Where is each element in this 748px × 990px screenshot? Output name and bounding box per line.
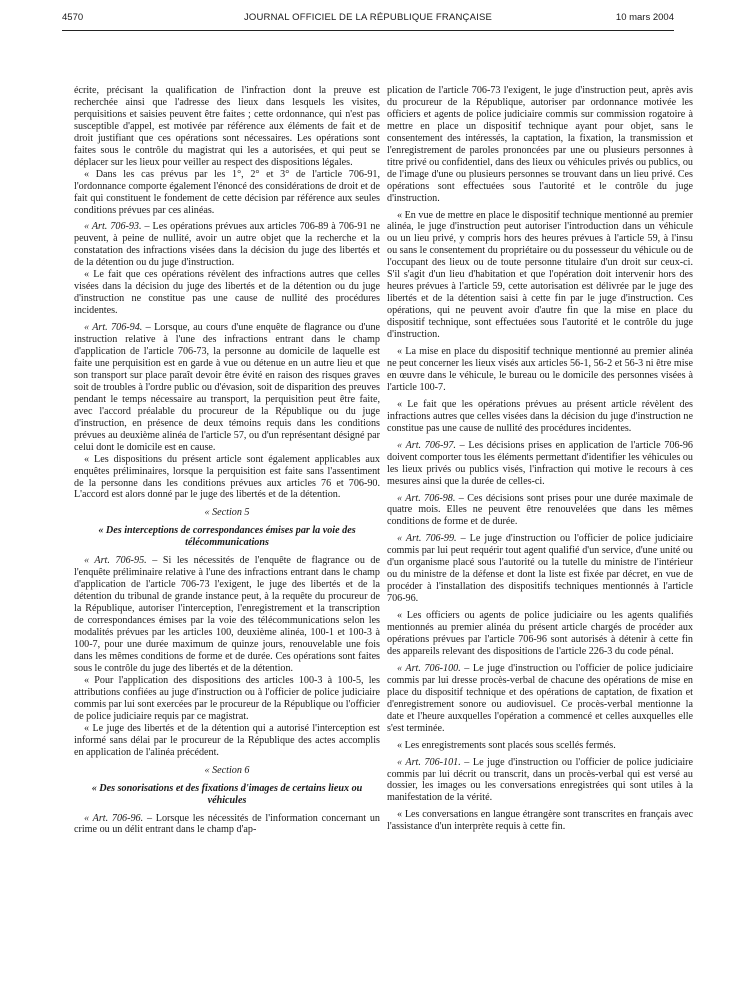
article-text: – Le juge d'instruction ou l'officier de police judiciaire commis par lui dresse procès-verbal de chacune des opérations de mise en place du dispositif technique et des opérations de captation, de fixation et d'enregistrement sonore ou audiovisuel. Ce procès-verbal mentionne la date et l'heure auxquelles l'opération a commencé et celles auxquelles elle s'est terminée. <box>387 662 694 734</box>
article-text: – Les opérations prévues aux articles 706-89 à 706-91 ne peuvent, à peine de nullité, avoir un autre objet que la recherche et la constatation des infractions visées dans la décision du juge des libertés et de la détention ou du juge d'instruction. <box>74 221 380 269</box>
article-number: « Art. 706-93. <box>84 221 142 233</box>
paragraph: « En vue de mettre en place le dispositif technique mentionné au premier alinéa, le juge d'instruction peut autoriser l'introduction dans un véhicule ou un lieu privé, y compris hors des heures prévues à l'article 59, à l'insu ou sans le consentement du propriétaire ou du possesseur du véhicule ou de l'occupant des lieux ou de toute personne titulaire d'un droit sur ceux-ci. S'il s'agit d'un lieu d'habitation et que l'opération doit intervenir hors des heures prévues à l'article 59, cette autorisation est délivrée par le juge des libertés et de la détention saisi à cette fin par le juge d'instruction. Ces opérations, qui ne peuvent avoir d'autre fin que la mise en place du dispositif technique, sont effectuées sous l'autorité et le contrôle du juge d'instruction. <box>387 209 693 341</box>
paragraph: « Les enregistrements sont placés sous scellés fermés. <box>397 739 616 751</box>
article-paragraph <box>74 221 380 269</box>
article-number: « Art. 706-95. <box>84 555 147 567</box>
paragraph: écrite, précisant la qualification de l'infraction dont la preuve est recherchée ainsi que l'adresse des lieux dans lesquels les visites, perquisitions et saisies peuvent être faites ; cette ordonnance, qui n'est pas susceptible d'appel, est motivée par référence aux éléments de fait et de droit justifiant que ces opérations sont nécessaires. Les opérations sont faites sous le contrôle du magistrat qui les a autorisées, et qui peut se déplacer sur les lieux pour veiller au respect des dispositions légales. <box>74 85 380 168</box>
header-rule <box>62 30 674 31</box>
paragraph: « Les dispositions du présent article sont également applicables aux enquêtes préliminaires, lorsque la perquisition est faite sans l'assentiment de la personne dans les conditions prévues aux articles 76 et 706-90. L'accord est alors donné par le juge des libertés et de la détention. <box>74 453 380 501</box>
article-paragraph <box>387 533 693 605</box>
paragraph: « Les officiers ou agents de police judiciaire ou les agents qualifiés mentionnés au premier alinéa du présent article chargés de procéder aux opérations prévues par l'article 706-96 sont autorisés à détenir à cette fin des appareils relevant des dispositions de l'article 226-3 du code pénal. <box>387 610 693 657</box>
page-number: 4570 <box>62 12 84 23</box>
article-paragraph <box>387 757 693 805</box>
article-paragraph <box>387 493 693 529</box>
article-text: – Lorsque, au cours d'une enquête de flagrance ou d'une instruction relative à l'une des infractions entrant dans le champ d'application de l'article 706-73, la personne au domicile de laquelle est faite une perquisition est en garde à vue ou détenue en un autre lieu et que son transport sur place paraît devoir être évité en raison des risques graves soit de troubles à l'ordre public ou d'évasion, soit de disparition des preuves pendant le temps nécessaire au transport, la perquisition peut être faite, avec l'accord préalable du procureur de la République ou du juge d'instruction, en présence de deux témoins requis dans les conditions prévues au deuxième alinéa de l'article 57, ou d'un représentant désigné par celui dont le domicile est en cause. <box>74 322 380 453</box>
paragraph: « Dans les cas prévus par les 1°, 2° et 3° de l'article 706-91, l'ordonnance comporte également l'énoncé des considérations de droit et de fait qui constituent le fondement de cette décision par référence aux seules conditions prévues par ces alinéas. <box>74 168 380 216</box>
article-number: « Art. 706-94. <box>84 322 143 334</box>
article-text: – Lorsque les nécessités de l'information concernant un crime ou un délit entrant dans le champ d'ap- <box>74 812 380 836</box>
paragraph: « Le fait que ces opérations révèlent des infractions autres que celles visées dans la décision du juge des libertés et de la détention ou du juge d'instruction ne constitue pas une cause de nullité des procédures incidentes. <box>74 269 380 317</box>
section-title: « Des interceptions de correspondances émises par la voie des télécommunications <box>98 525 356 549</box>
article-number: « Art. 706-97. <box>397 439 456 451</box>
article-text: – Ces décisions sont prises pour une durée maximale de quatre mois. Elles ne peuvent être renouvelées que dans les mêmes conditions de forme et de durée. <box>387 492 693 528</box>
article-paragraph <box>74 813 380 837</box>
article-number: « Art. 706-101. <box>397 756 461 768</box>
section-heading: « Section 6 <box>204 764 250 776</box>
paragraph: « Les conversations en langue étrangère sont transcrites en français avec l'assistance d'un interprète requis à cette fin. <box>387 809 693 833</box>
article-text: – Le juge d'instruction ou l'officier de police judiciaire commis par lui peut requérir tout agent qualifié d'un service, d'une unité ou d'un organisme placé sous l'autorité ou la tutelle du ministre de l'intérieur ou du ministre de la défense et dont la liste est fixée par décret, en vue de procéder à l'installation des dispositifs techniques mentionnés à l'article 706-96. <box>387 533 693 605</box>
publication-date: 10 mars 2004 <box>615 12 674 23</box>
left-column <box>74 85 380 836</box>
article-number: « Art. 706-99. <box>397 533 457 545</box>
journal-title: JOURNAL OFFICIEL DE LA RÉPUBLIQUE FRANÇAISE <box>243 12 493 23</box>
article-paragraph <box>74 322 380 453</box>
paragraph: « Le fait que les opérations prévues au présent article révèlent des infractions autres que celles visées dans la décision du juge d'instruction ne constitue pas une cause de nullité des procédures incidentes. <box>387 398 693 434</box>
article-text: – Le juge d'instruction ou l'officier de police judiciaire commis par lui décrit ou transcrit, dans un procès-verbal qui est versé au dossier, les images ou les conversations enregistrées qui sont utiles à la manifestation de la vérité. <box>387 756 694 804</box>
section-title: « Des sonorisations et des fixations d'images de certains lieux ou véhicules <box>91 782 363 806</box>
page-header <box>62 12 674 28</box>
article-text: – Si les nécessités de l'enquête de flagrance ou de l'enquête préliminaire relative à l'une des infractions entrant dans le champ d'application de l'article 706-73 l'exigent, le juge des libertés et de la détention du tribunal de grande instance peut, à la requête du procureur de la République, autoriser l'interception, l'enregistrement et la transcription de correspondances émises par la voie des télécommunications selon les modalités prévues par les articles 100, deuxième alinéa, 100-1 et 100-3 à 100-7, pour une durée maximum de quinze jours, renouvelable une fois dans les mêmes conditions de forme et de durée. Ces opérations sont faites sous le contrôle du juge des libertés et de la détention. <box>74 555 380 674</box>
paragraph: « Le juge des libertés et de la détention qui a autorisé l'interception est informé sans délai par le procureur de la République des actes accomplis en application de l'alinéa précédent. <box>74 722 380 758</box>
paragraph: « La mise en place du dispositif technique mentionné au premier alinéa ne peut concerner les lieux visés aux articles 56-1, 56-2 et 56-3 ni être mise en œuvre dans le véhicule, le bureau ou le domicile des personnes visées à l'article 100-7. <box>387 346 693 393</box>
article-paragraph <box>74 555 380 675</box>
paragraph: « Pour l'application des dispositions des articles 100-3 à 100-5, les attributions confiées au juge d'instruction ou à l'officier de police judiciaire commis par lui sont exercées par le procureur de la République ou l'officier de police judiciaire requis par ce magistrat. <box>74 674 380 722</box>
right-column <box>387 85 693 833</box>
paragraph: plication de l'article 706-73 l'exigent, le juge d'instruction peut, après avis du procureur de la République, autoriser par ordonnance motivée les officiers et agents de police judiciaire commis sur commission rogatoire à mettre en place un dispositif technique ayant pour objet, sans le consentement des intéressés, la captation, la fixation, la transmission et l'enregistrement de paroles prononcées par une ou plusieurs personnes à titre privé ou confidentiel, dans des lieux ou véhicules privés ou publics, ou de l'image d'une ou plusieurs personnes se trouvant dans un lieu privé. Ces opérations sont effectuées sous l'autorité et le contrôle du juge d'instruction. <box>387 85 693 204</box>
section-heading: « Section 5 <box>204 507 250 519</box>
article-paragraph <box>387 440 693 488</box>
article-text: – Les décisions prises en application de l'article 706-96 doivent comporter tous les éléments permettant d'identifier les véhicules ou les lieux privés ou publics visés, l'infraction qui motive le recours à ces mesures ainsi que la durée de celles-ci. <box>387 439 693 487</box>
article-number: « Art. 706-98. <box>397 492 456 504</box>
article-number: « Art. 706-96. <box>84 812 144 824</box>
article-paragraph <box>387 663 693 735</box>
article-number: « Art. 706-100. <box>397 662 461 674</box>
